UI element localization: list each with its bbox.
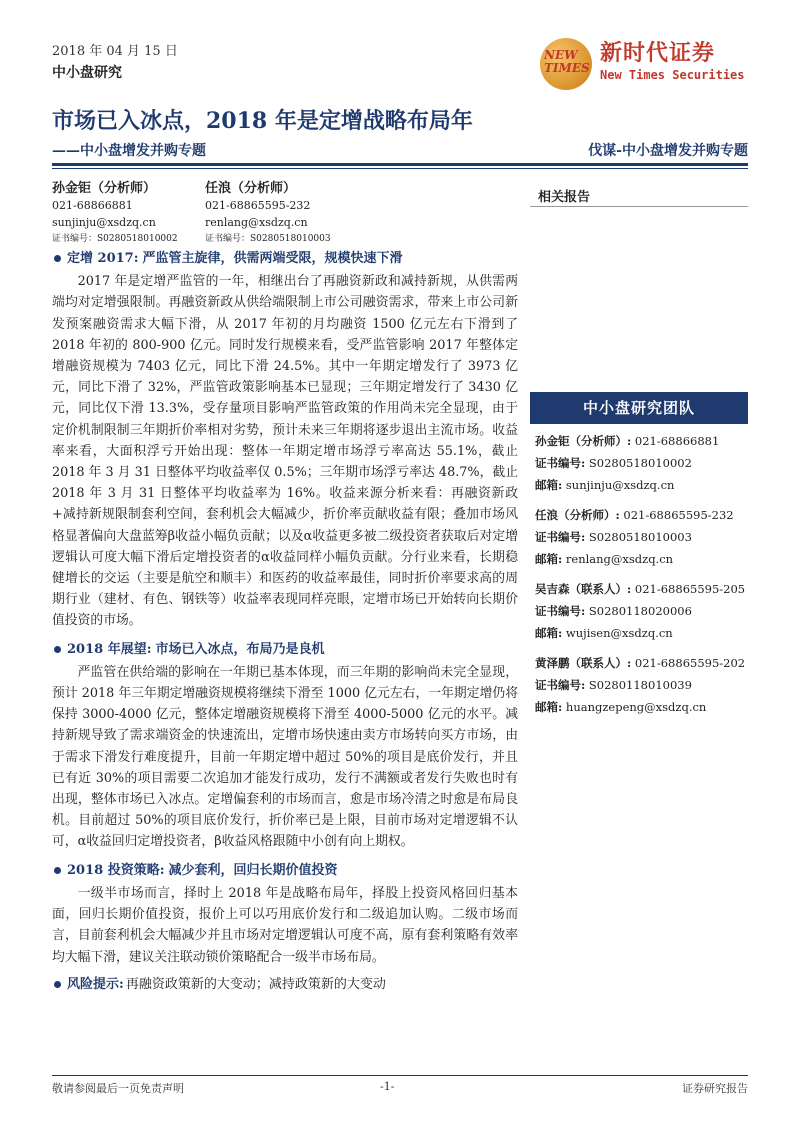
report-title: 市场已入冰点，2018 年是定增战略布局年 — [52, 108, 473, 134]
section-paragraph: 严监管在供给端的影响在一年期已基本体现，而三年期的影响尚未完全显现，预计 2018 年三年期定增融资规模将继续下滑至 1000 亿元左右，一年期定增仍将保持 3000-4000 亿元，整体定增融资规模将下滑至 4000-5000 亿元的水平。减持新规导致了需求端资金的快速流出，定增市场快速由卖方市场转向买方市场，由于需求下滑发行难度提升，目前一年期定增中超过 50%的项目是底价发行，并且已有近 30%的项目需要二次追加才能发行成功，发行不满额或者发行失败也时有出现，整体市场已入冰点。定增偏套利的市场而言，愈是市场冷清之时愈是布局良机。目前超过 50%的项目底价发行，折价率已是上限，目前市场对定增逻辑不认可，α收益回归定增投资者，β收益风格跟随中小创有向上期权。 — [52, 664, 518, 850]
footer-report-type: 证券研究报告 — [682, 1082, 748, 1095]
logo-cn-name: 新时代证券 — [600, 41, 716, 66]
team-list — [535, 430, 748, 726]
team-member: 孙金钜（分析师）: 021-68866881 证书编号: S0280518010002 邮箱: sunjinju@xsdzq.cn — [535, 434, 720, 492]
footer-rule — [52, 1075, 748, 1076]
author-email[interactable]: sunjinju@xsdzq.cn — [52, 216, 156, 229]
section-heading: 2018 投资策略: 减少套利，回归长期价值投资 — [52, 860, 518, 881]
member-email[interactable]: wujisen@xsdzq.cn — [565, 626, 673, 640]
main-content — [52, 248, 518, 995]
author-name: 任浪（分析师） — [205, 181, 297, 196]
bullet-icon — [54, 867, 61, 874]
member-email[interactable]: huangzepeng@xsdzq.cn — [565, 700, 707, 714]
bullet-icon — [54, 646, 61, 653]
report-date: 2018 年 04 月 15 日 — [52, 44, 178, 59]
member-email[interactable]: sunjinju@xsdzq.cn — [565, 478, 675, 492]
bullet-icon — [54, 255, 61, 262]
author-cert: 证书编号：S0280518010003 — [205, 234, 331, 244]
member-email[interactable]: renlang@xsdzq.cn — [565, 552, 674, 566]
logo-badge-icon: NEW TIMES — [540, 38, 592, 90]
section-paragraph: 2017 年是定增严监管的一年，相继出台了再融资新政和减持新规，从供需两端均对定增强限制。再融资新政从供给端限制上市公司融资需求，带来上市公司新发预案融资需求大幅下滑，从 2017 年初的月均融资 1500 亿元左右下滑到了 2018 年初的 800-900 亿元。同时发行规模来看，受严监管影响 2017 年整体定增融资规模为 7403 亿元，同比下滑 24.5%。其中一年期定增发行了 3973 亿元，同比下滑了 32%，严监管政策影响基本已显现；三年期定增发行了 3430 亿元，同比仅下滑 13.3%，受存量项目影响严监管政策的作用尚未完全显现，由于定价机制限制三年期折价率相对劣势，预计未来三年期将逐步退出主流市场。收益率来看，大面积浮亏开始出现：整体一年期定增市场浮亏率高达 55.1%，截止 2018 年 3 月 31 日整体平均收益率仅 0.5%；三年期市场浮亏率达 48.7%，截止 2018 年 3 月 31 日整体平均收益率为 16%。收益来源分析来看：再融资新政+减持新规限制套利空间，套利机会大幅减少，折价率贡献收益有限；叠加市场风格显著偏向大盘蓝筹β收益小幅负贡献；以及α收益更多被二级投资者获取后对定增逻辑认可度大幅下滑后定增投资者的α收益同样小幅负贡献。分行业来看，长期稳健增长的交运（主要是航空和顺丰）和医药的收益率最佳，同时折价率要求高的周期行业（建材、有色、钢铁等）收益率表现同样亮眼，定增市场已开始转向长期价值投资的市场。 — [52, 274, 518, 629]
author-block — [52, 180, 178, 248]
footer-disclaimer: 敬请参阅最后一页免责声明 — [52, 1082, 184, 1095]
related-divider — [530, 206, 748, 207]
author-name: 孙金钜（分析师） — [52, 181, 157, 196]
header-rule — [52, 163, 748, 166]
author-phone: 021-68866881 — [52, 199, 133, 212]
team-title: 中小盘研究团队 — [530, 392, 748, 424]
author-email[interactable]: renlang@xsdzq.cn — [205, 216, 308, 229]
header-rule-thin — [52, 168, 748, 169]
section-paragraph: 一级半市场而言，择时上 2018 年是战略布局年，择股上投资风格回归基本面，回归长期价值投资，报价上可以巧用底价发行和二级追加认购。二级市场而言，目前套利机会大幅减少并且市场对定增逻辑认可度不高，原有套利策略有效率均大幅下滑，建议关注联动锁价策略配合一级半市场布局。 — [52, 885, 518, 965]
report-subtitle: ——中小盘增发并购专题 — [52, 143, 206, 159]
team-member: 黄泽鹏（联系人）: 021-68865595-202 证书编号: S0280118010039 邮箱: huangzepeng@xsdzq.cn — [535, 656, 746, 714]
report-right-subtitle: 伐谋-中小盘增发并购专题 — [588, 143, 748, 159]
page-number: -1- — [380, 1080, 395, 1093]
logo-en-name: New Times Securities — [600, 68, 745, 82]
section-heading: 定增 2017: 严监管主旋律，供需两端受限，规模快速下滑 — [52, 248, 518, 269]
report-series: 中小盘研究 — [52, 65, 122, 81]
bullet-icon — [54, 981, 61, 988]
author-block — [205, 180, 331, 248]
team-member: 任浪（分析师）: 021-68865595-232 证书编号: S0280518010003 邮箱: renlang@xsdzq.cn — [535, 508, 734, 566]
team-member: 吴吉森（联系人）: 021-68865595-205 证书编号: S0280118020006 邮箱: wujisen@xsdzq.cn — [535, 582, 746, 640]
related-reports-title: 相关报告 — [538, 190, 591, 205]
risk-warning: 风险提示: 再融资政策新的大变动；减持政策新的大变动 — [52, 974, 518, 995]
company-logo — [540, 36, 760, 92]
section-heading: 2018 年展望: 市场已入冰点，布局乃是良机 — [52, 639, 518, 660]
author-phone: 021-68865595-232 — [205, 199, 311, 212]
author-cert: 证书编号：S0280518010002 — [52, 234, 178, 244]
